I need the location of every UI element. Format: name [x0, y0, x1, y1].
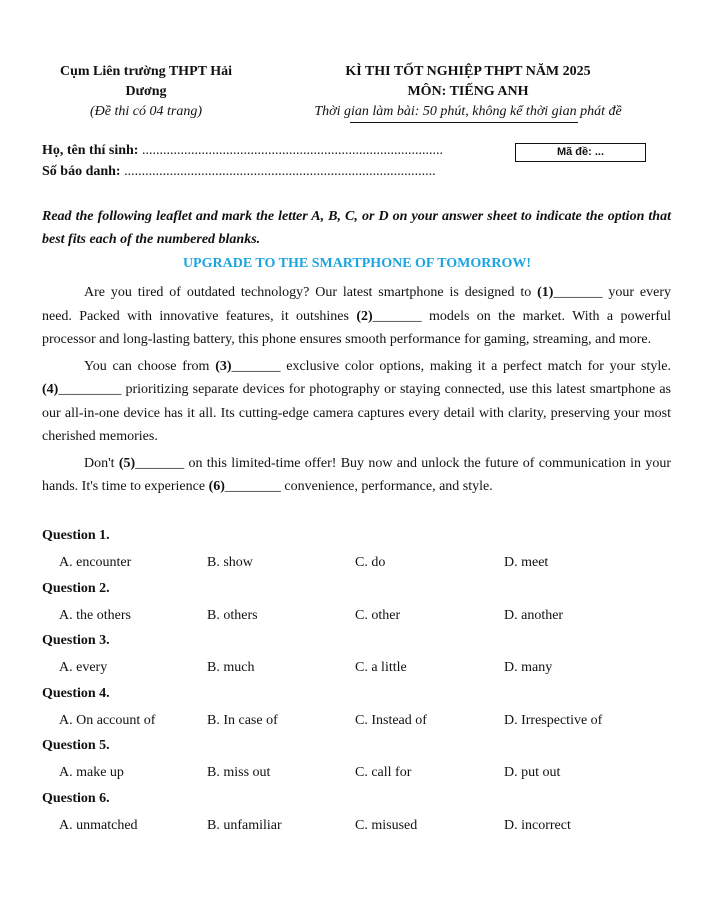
option-c[interactable]: C. a little: [355, 660, 407, 676]
option-a[interactable]: A. the others: [59, 607, 131, 623]
candidate-id-label: Số báo danh:: [42, 164, 121, 179]
question-4: [42, 682, 682, 735]
question-label: Question 6.: [42, 790, 110, 806]
candidate-id-row: [42, 161, 443, 182]
option-b[interactable]: B. miss out: [207, 765, 271, 781]
blank-number-3: (3): [215, 358, 232, 374]
option-b[interactable]: B. show: [207, 555, 253, 570]
answer-options: [42, 708, 682, 734]
blank-number-1: (1): [537, 285, 554, 300]
pages-note: (Đề thi có 04 trang): [90, 104, 202, 119]
header-divider: [350, 122, 578, 123]
option-a[interactable]: A. On account of: [59, 712, 156, 728]
question-3: [42, 629, 682, 682]
option-a[interactable]: A. every: [59, 660, 108, 676]
passage-text: _______ models on the market. With a powerful processor and long-lasting battery, this phone ensures smooth performance for gaming, streaming, and more.: [42, 308, 671, 347]
instruction-text: Read the following leaflet and mark the letter A, B, C, or D on your answer sheet to indicate the option that best fits each of the numbered blanks.: [42, 209, 671, 247]
question-5: [42, 734, 682, 787]
answer-options: [42, 813, 682, 839]
option-d[interactable]: D. meet: [504, 555, 549, 570]
passage-paragraph-1: [42, 281, 671, 352]
passage-text: _______ on this limited-time offer! Buy now and unlock the future of communication in your hands. It's time to experience: [42, 455, 671, 494]
question-list: [42, 524, 682, 840]
school-block: [36, 62, 256, 122]
option-c[interactable]: C. do: [355, 555, 386, 570]
question-label: Question 2.: [42, 580, 110, 596]
leaflet-passage: [42, 281, 671, 502]
exam-title-block: [290, 62, 646, 122]
answer-options: [42, 655, 682, 681]
question-6: [42, 787, 682, 840]
option-d[interactable]: D. put out: [504, 765, 561, 781]
option-d[interactable]: D. many: [504, 660, 553, 676]
option-a[interactable]: A. encounter: [59, 555, 132, 570]
candidate-name-field[interactable]: ......................................................................................: [141, 143, 443, 158]
question-label: Question 3.: [42, 633, 110, 649]
option-d[interactable]: D. Irrespective of: [504, 712, 603, 728]
option-d[interactable]: D. another: [504, 607, 564, 623]
question-label: Question 5.: [42, 738, 110, 754]
option-b[interactable]: B. others: [207, 607, 258, 623]
passage-text: _______ your every need. Packed with innovative features, it outshines: [42, 285, 671, 324]
leaflet-title: UPGRADE TO THE SMARTPHONE OF TOMORROW!: [182, 256, 532, 271]
question-1: [42, 524, 682, 577]
passage-paragraph-2: [42, 355, 671, 449]
exam-subject: MÔN: TIẾNG ANH: [407, 84, 529, 99]
exam-code-box: Mã đề: ...: [515, 143, 646, 162]
passage-text: _______ exclusive color options, making it a perfect match for your style.: [231, 358, 671, 374]
option-b[interactable]: B. unfamiliar: [207, 817, 282, 833]
exam-title: KÌ THI TỐT NGHIỆP THPT NĂM 2025: [345, 64, 591, 79]
candidate-id-field[interactable]: .........................................................................................: [124, 164, 436, 179]
passage-text: Are you tired of outdated technology? Our latest smartphone is designed to: [84, 285, 538, 300]
option-a[interactable]: A. make up: [59, 765, 124, 781]
answer-options: [42, 550, 682, 576]
passage-text: ________ convenience, performance, and style.: [224, 479, 493, 494]
question-2: [42, 577, 682, 630]
question-label: Question 4.: [42, 685, 110, 701]
option-b[interactable]: B. much: [207, 660, 255, 676]
option-c[interactable]: C. Instead of: [355, 712, 427, 728]
time-note: Thời gian làm bài: 50 phút, không kể thời gian phát đề: [314, 104, 622, 119]
school-name-line2: Dương: [125, 84, 167, 99]
option-c[interactable]: C. other: [355, 607, 401, 623]
blank-number-5: (5): [118, 455, 136, 471]
option-c[interactable]: C. misused: [355, 817, 418, 833]
passage-text: You can choose from: [84, 358, 216, 374]
passage-text: Don't: [84, 455, 119, 471]
option-a[interactable]: A. unmatched: [59, 817, 138, 833]
candidate-name-label: Họ, tên thí sinh:: [42, 143, 139, 158]
answer-options: [42, 603, 682, 629]
passage-paragraph-3: [42, 452, 671, 499]
blank-number-6: (6): [208, 479, 225, 494]
blank-number-4: (4): [42, 382, 59, 397]
option-c[interactable]: C. call for: [355, 765, 412, 781]
candidate-name-row: [42, 140, 443, 161]
option-b[interactable]: B. In case of: [207, 712, 278, 728]
question-label: Question 1.: [42, 528, 110, 543]
school-name-line1: Cụm Liên trường THPT Hải: [60, 64, 232, 79]
passage-text: _________ prioritizing separate devices for photography or staying connected, use this latest smartphone as our all-in-one device has it all. Its cutting-edge camera captures every detail with clarity, preserving your most cherished memories.: [42, 382, 671, 444]
candidate-info: [42, 140, 443, 182]
answer-options: [42, 760, 682, 786]
option-d[interactable]: D. incorrect: [504, 817, 571, 833]
blank-number-2: (2): [356, 308, 373, 324]
